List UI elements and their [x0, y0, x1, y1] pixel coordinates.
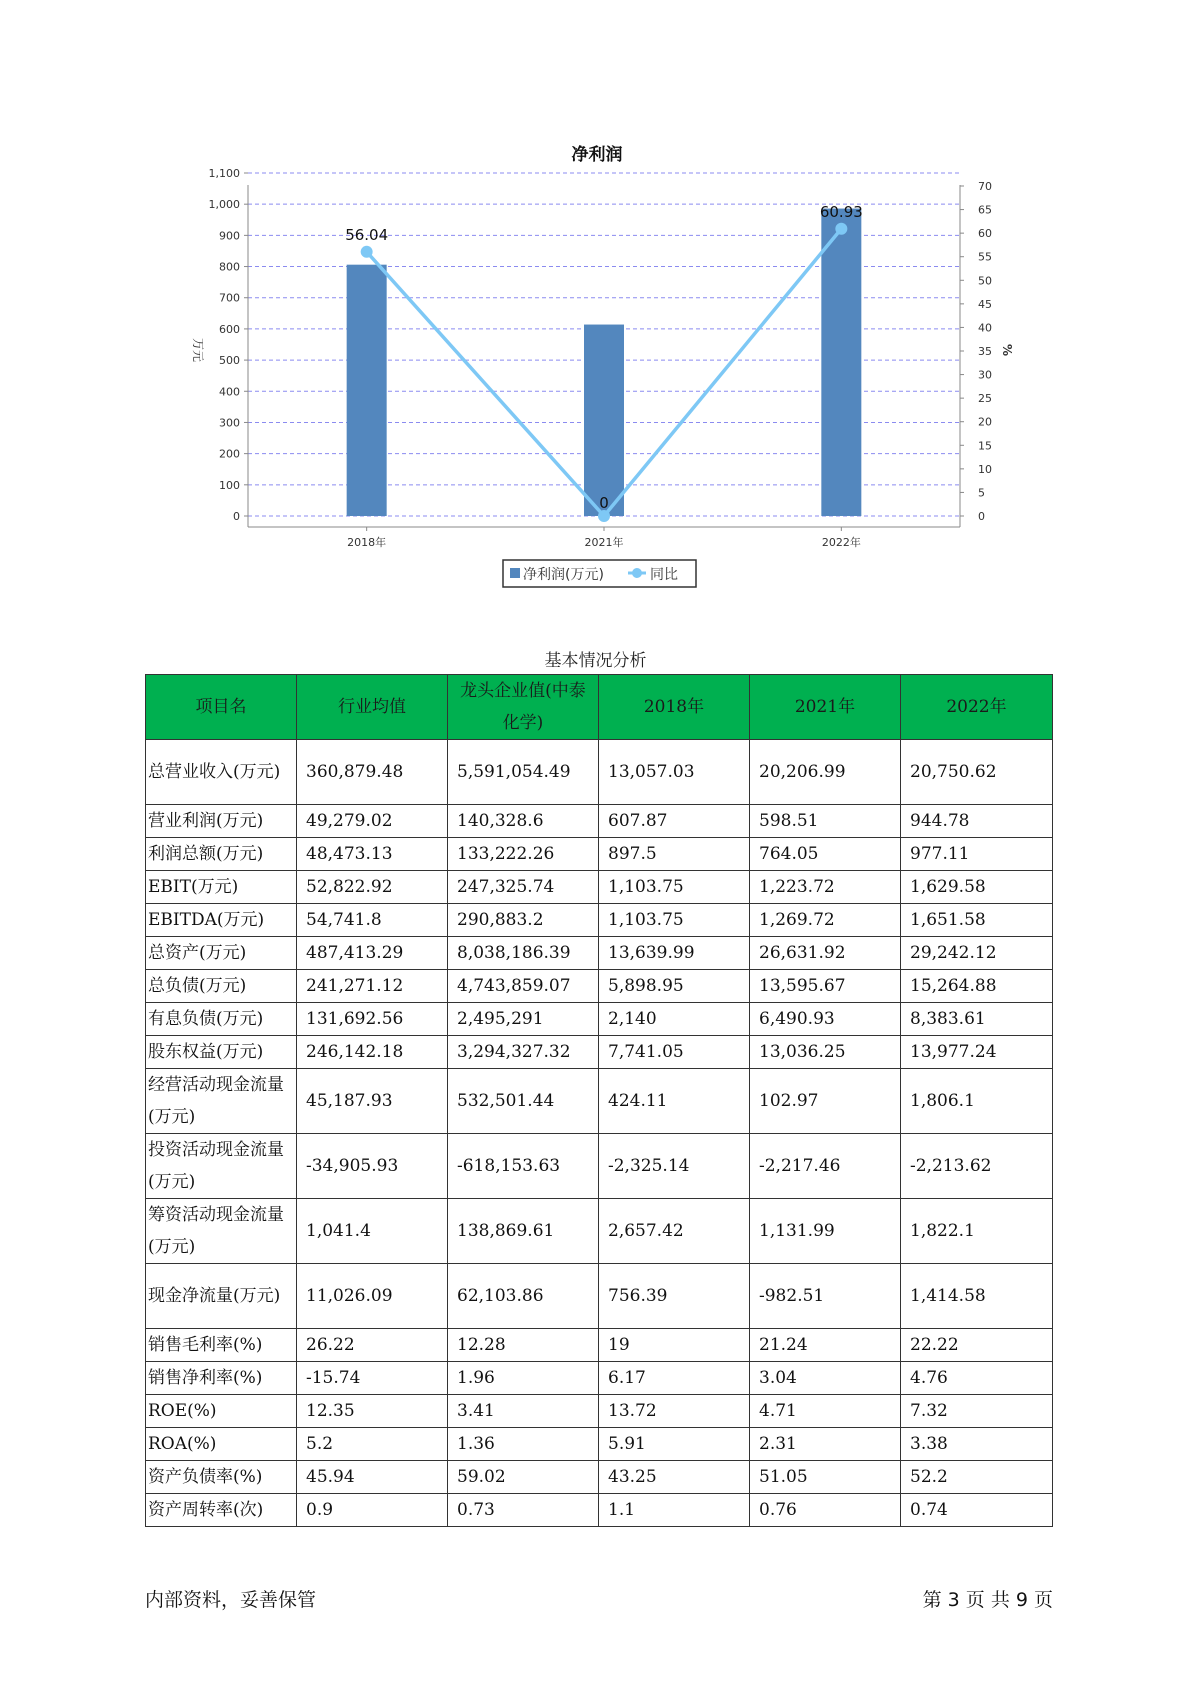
table-row: [146, 1395, 1053, 1428]
table-row: [146, 1264, 1053, 1329]
value-cell: 944.78: [901, 805, 1053, 838]
header-leading-company: 龙头企业值(中泰化学): [448, 675, 599, 740]
value-cell: 764.05: [750, 838, 901, 871]
right-tick-label: 40: [978, 321, 992, 335]
value-cell: 13,036.25: [750, 1036, 901, 1069]
value-cell: 11,026.09: [297, 1264, 448, 1329]
left-tick-label: 0: [233, 510, 240, 523]
right-tick-label: 60: [978, 227, 992, 241]
value-cell: 19: [599, 1329, 750, 1362]
value-cell: 1,651.58: [901, 904, 1053, 937]
value-cell: 138,869.61: [448, 1199, 599, 1264]
row-label-cell: 经营活动现金流量(万元): [146, 1069, 297, 1134]
footer-confidential-note: 内部资料，妥善保管: [145, 1589, 317, 1611]
right-tick-label: 10: [978, 462, 992, 476]
value-cell: 3.38: [901, 1428, 1053, 1461]
left-tick-label: 900: [219, 229, 240, 243]
value-cell: 0.76: [750, 1494, 901, 1527]
table-body: [146, 740, 1053, 1527]
value-cell: 13.72: [599, 1395, 750, 1428]
value-cell: 7.32: [901, 1395, 1053, 1428]
value-cell: 2,140: [599, 1003, 750, 1036]
value-cell: -2,213.62: [901, 1134, 1053, 1199]
value-cell: 4.71: [750, 1395, 901, 1428]
value-cell: 13,595.67: [750, 970, 901, 1003]
value-cell: -982.51: [750, 1264, 901, 1329]
header-2018: 2018年: [599, 675, 750, 740]
x-tick-label: 2018年: [347, 536, 387, 549]
right-tick-label: 5: [978, 486, 985, 500]
value-cell: 12.35: [297, 1395, 448, 1428]
bar: [584, 325, 624, 516]
value-cell: 20,750.62: [901, 740, 1053, 805]
value-cell: 21.24: [750, 1329, 901, 1362]
table-row: [146, 805, 1053, 838]
row-label-cell: EBIT(万元): [146, 871, 297, 904]
value-cell: 290,883.2: [448, 904, 599, 937]
value-cell: 1.1: [599, 1494, 750, 1527]
value-cell: 5.91: [599, 1428, 750, 1461]
left-tick-label: 100: [219, 478, 240, 492]
row-label-cell: 总资产(万元): [146, 937, 297, 970]
left-axis: [209, 167, 249, 527]
value-cell: 1,822.1: [901, 1199, 1053, 1264]
value-cell: 1.36: [448, 1428, 599, 1461]
value-cell: 1,223.72: [750, 871, 901, 904]
value-cell: 62,103.86: [448, 1264, 599, 1329]
header-item-name: 项目名: [146, 675, 297, 740]
row-label-cell: 利润总额(万元): [146, 838, 297, 871]
value-cell: 487,413.29: [297, 937, 448, 970]
y2-axis-label: %: [1000, 343, 1014, 357]
value-cell: 133,222.26: [448, 838, 599, 871]
data-label: 60.93: [819, 202, 863, 221]
value-cell: 51.05: [750, 1461, 901, 1494]
header-2022: 2022年: [901, 675, 1053, 740]
value-cell: 52.2: [901, 1461, 1053, 1494]
row-label-cell: 有息负债(万元): [146, 1003, 297, 1036]
table-row: [146, 838, 1053, 871]
row-label-cell: 总营业收入(万元): [146, 740, 297, 805]
value-cell: 26.22: [297, 1329, 448, 1362]
table-row: [146, 1329, 1053, 1362]
x-axis: [347, 527, 861, 549]
value-cell: 2,657.42: [599, 1199, 750, 1264]
table-row: [146, 740, 1053, 805]
right-axis: [960, 180, 992, 527]
value-cell: 241,271.12: [297, 970, 448, 1003]
value-cell: 49,279.02: [297, 805, 448, 838]
value-cell: 1,103.75: [599, 904, 750, 937]
value-cell: 3.04: [750, 1362, 901, 1395]
right-tick-label: 30: [978, 368, 992, 382]
value-cell: 48,473.13: [297, 838, 448, 871]
left-tick-label: 800: [219, 260, 240, 274]
right-tick-label: 35: [978, 345, 992, 358]
right-tick-label: 0: [978, 510, 985, 523]
value-cell: 43.25: [599, 1461, 750, 1494]
basic-analysis-table: [145, 674, 1053, 1527]
right-tick-label: 50: [978, 274, 992, 288]
legend-bar-swatch: [510, 568, 520, 578]
value-cell: 5.2: [297, 1428, 448, 1461]
x-tick-label: 2022年: [821, 536, 861, 549]
value-cell: 3,294,327.32: [448, 1036, 599, 1069]
value-cell: -2,217.46: [750, 1134, 901, 1199]
bar: [347, 265, 387, 516]
bar-series: [347, 209, 862, 516]
y-axis-label: 万元: [191, 337, 205, 363]
value-cell: 13,977.24: [901, 1036, 1053, 1069]
value-cell: 360,879.48: [297, 740, 448, 805]
value-cell: 977.11: [901, 838, 1053, 871]
header-2021: 2021年: [750, 675, 901, 740]
value-cell: 897.5: [599, 838, 750, 871]
value-cell: 1,269.72: [750, 904, 901, 937]
value-cell: 598.51: [750, 805, 901, 838]
line-point: [835, 223, 847, 235]
table-row: [146, 970, 1053, 1003]
value-cell: 532,501.44: [448, 1069, 599, 1134]
row-label-cell: 股东权益(万元): [146, 1036, 297, 1069]
value-cell: -34,905.93: [297, 1134, 448, 1199]
value-cell: 6,490.93: [750, 1003, 901, 1036]
value-cell: 246,142.18: [297, 1036, 448, 1069]
value-cell: 5,898.95: [599, 970, 750, 1003]
value-cell: 131,692.56: [297, 1003, 448, 1036]
row-label-cell: ROE(%): [146, 1395, 297, 1428]
legend-bar-label: 净利润(万元): [523, 567, 604, 583]
right-tick-label: 55: [978, 250, 992, 264]
value-cell: 247,325.74: [448, 871, 599, 904]
left-tick-label: 200: [219, 447, 240, 461]
value-cell: 4.76: [901, 1362, 1053, 1395]
value-cell: 2,495,291: [448, 1003, 599, 1036]
value-cell: 45.94: [297, 1461, 448, 1494]
value-cell: 29,242.12: [901, 937, 1053, 970]
data-label: 0: [599, 494, 609, 512]
chart-legend: [503, 560, 696, 587]
value-cell: 6.17: [599, 1362, 750, 1395]
value-cell: -15.74: [297, 1362, 448, 1395]
left-tick-label: 1,000: [208, 198, 240, 212]
row-label-cell: 现金净流量(万元): [146, 1264, 297, 1329]
line-point: [361, 246, 373, 258]
value-cell: 26,631.92: [750, 937, 901, 970]
value-cell: 4,743,859.07: [448, 970, 599, 1003]
value-cell: 1,041.4: [297, 1199, 448, 1264]
value-cell: 0.9: [297, 1494, 448, 1527]
data-label: 56.04: [345, 225, 389, 244]
left-tick-label: 700: [219, 291, 240, 305]
footer-page-number: 第 3 页 共 9 页: [922, 1589, 1053, 1611]
value-cell: 59.02: [448, 1461, 599, 1494]
table-row: [146, 1461, 1053, 1494]
value-cell: 0.74: [901, 1494, 1053, 1527]
value-cell: 15,264.88: [901, 970, 1053, 1003]
value-cell: 5,591,054.49: [448, 740, 599, 805]
value-cell: 54,741.8: [297, 904, 448, 937]
value-cell: 1.96: [448, 1362, 599, 1395]
value-cell: 1,806.1: [901, 1069, 1053, 1134]
table-header-row: [146, 675, 1053, 740]
row-label-cell: 资产负债率(%): [146, 1461, 297, 1494]
value-cell: 2.31: [750, 1428, 901, 1461]
right-tick-label: 65: [978, 203, 992, 217]
value-cell: 0.73: [448, 1494, 599, 1527]
row-label-cell: EBITDA(万元): [146, 904, 297, 937]
row-label-cell: 总负债(万元): [146, 970, 297, 1003]
value-cell: -618,153.63: [448, 1134, 599, 1199]
row-label-cell: ROA(%): [146, 1428, 297, 1461]
table-row: [146, 904, 1053, 937]
value-cell: -2,325.14: [599, 1134, 750, 1199]
left-tick-label: 500: [219, 354, 240, 368]
left-tick-label: 400: [219, 385, 240, 399]
value-cell: 102.97: [750, 1069, 901, 1134]
table-row: [146, 937, 1053, 970]
row-label-cell: 销售净利率(%): [146, 1362, 297, 1395]
value-cell: 45,187.93: [297, 1069, 448, 1134]
value-cell: 1,131.99: [750, 1199, 901, 1264]
value-cell: 7,741.05: [599, 1036, 750, 1069]
value-cell: 13,639.99: [599, 937, 750, 970]
value-cell: 12.28: [448, 1329, 599, 1362]
left-tick-label: 600: [219, 322, 240, 336]
value-cell: 52,822.92: [297, 871, 448, 904]
table-row: [146, 1134, 1053, 1199]
left-tick-label: 1,100: [208, 167, 240, 180]
right-tick-label: 25: [978, 392, 992, 406]
left-tick-label: 300: [219, 416, 240, 430]
table-row: [146, 1362, 1053, 1395]
value-cell: 22.22: [901, 1329, 1053, 1362]
table-row: [146, 1494, 1053, 1527]
table-caption: 基本情况分析: [544, 651, 647, 671]
value-cell: 1,103.75: [599, 871, 750, 904]
value-cell: 424.11: [599, 1069, 750, 1134]
legend-line-label: 同比: [650, 567, 678, 583]
right-tick-label: 20: [978, 415, 992, 429]
row-label-cell: 资产周转率(次): [146, 1494, 297, 1527]
table-row: [146, 1036, 1053, 1069]
right-tick-label: 45: [978, 297, 992, 311]
value-cell: 8,038,186.39: [448, 937, 599, 970]
value-cell: 607.87: [599, 805, 750, 838]
value-cell: 3.41: [448, 1395, 599, 1428]
chart-title: 净利润: [571, 145, 623, 165]
row-label-cell: 营业利润(万元): [146, 805, 297, 838]
value-cell: 1,414.58: [901, 1264, 1053, 1329]
table-row: [146, 1069, 1053, 1134]
value-cell: 8,383.61: [901, 1003, 1053, 1036]
value-cell: 756.39: [599, 1264, 750, 1329]
row-label-cell: 投资活动现金流量(万元): [146, 1134, 297, 1199]
value-cell: 140,328.6: [448, 805, 599, 838]
right-tick-label: 15: [978, 439, 992, 453]
row-label-cell: 销售毛利率(%): [146, 1329, 297, 1362]
bar: [821, 209, 861, 516]
table-row: [146, 871, 1053, 904]
table-row: [146, 1199, 1053, 1264]
table-row: [146, 1003, 1053, 1036]
net-profit-chart: [0, 0, 1191, 600]
row-label-cell: 筹资活动现金流量(万元): [146, 1199, 297, 1264]
table-row: [146, 1428, 1053, 1461]
value-cell: 1,629.58: [901, 871, 1053, 904]
right-tick-label: 70: [978, 180, 992, 193]
header-industry-average: 行业均值: [297, 675, 448, 740]
value-cell: 13,057.03: [599, 740, 750, 805]
legend-line-marker: [632, 568, 642, 578]
value-cell: 20,206.99: [750, 740, 901, 805]
x-tick-label: 2021年: [584, 536, 624, 549]
